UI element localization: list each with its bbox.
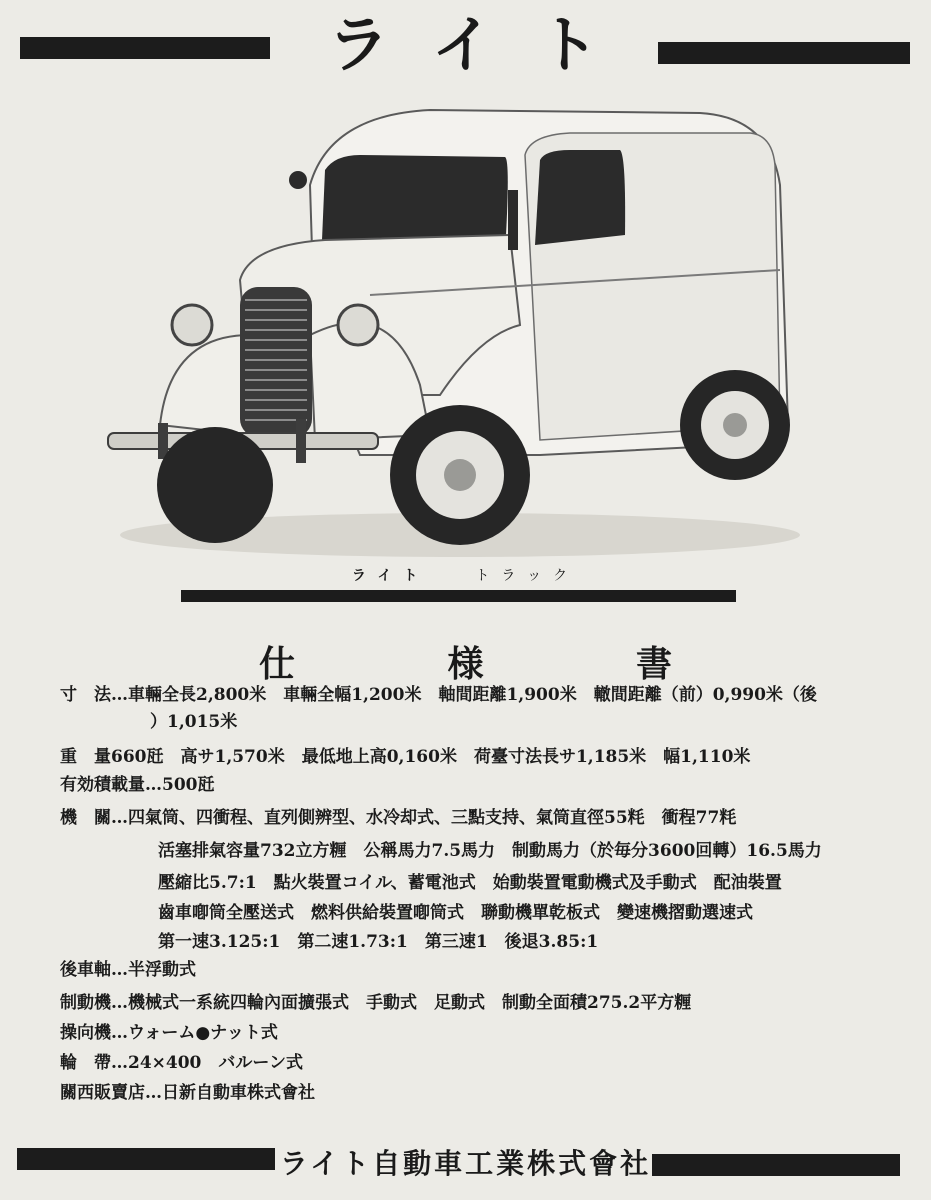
spec-row xyxy=(60,808,890,828)
caption-left: ライト xyxy=(351,568,430,584)
page-title: ライト xyxy=(327,8,644,81)
spec-text: 活塞排氣容量732立方糎 公稱馬力7.5馬力 制動馬力（於毎分3600回轉）16.5馬力 xyxy=(158,841,822,861)
spec-text: …24×400 バルーン式 xyxy=(111,1053,304,1073)
spec-label: 制動機 xyxy=(60,993,111,1013)
spec-label: 寸 法 xyxy=(60,685,111,705)
caption-right: トラック xyxy=(475,568,580,584)
caption-rule xyxy=(181,590,736,602)
spec-row xyxy=(60,775,890,795)
spec-row xyxy=(60,1053,890,1073)
spec-label: 輪 帶 xyxy=(60,1053,111,1073)
spec-text: 第一速3.125:1 第二速1.73:1 第三速1 後退3.85:1 xyxy=(158,932,599,952)
spec-label: 機 關 xyxy=(60,808,111,828)
spec-text: …車輛全長2,800米 車輛全幅1,200米 軸間距離1,900米 轍間距離（前）0,990米（後 xyxy=(111,685,817,705)
company-name: ライト自動車工業株式會社 xyxy=(279,1147,652,1180)
spec-label: 關西販賣店 xyxy=(60,1083,145,1103)
spec-text: 660瓩 高サ1,570米 最低地上高0,160米 荷臺寸法長サ1,185米 幅1,110米 xyxy=(111,747,751,767)
spec-row xyxy=(60,993,890,1013)
spec-row xyxy=(60,1083,890,1103)
spec-label: 重 量 xyxy=(60,747,111,767)
spec-row xyxy=(60,960,890,980)
spec-text: …機械式一系統四輪內面擴張式 手動式 足動式 制動全面積275.2平方糎 xyxy=(111,993,692,1013)
spec-text: …半浮動式 xyxy=(111,960,196,980)
spec-row xyxy=(158,903,931,923)
spec-row xyxy=(60,685,890,705)
spec-row xyxy=(158,841,931,861)
spec-label: 後車軸 xyxy=(60,960,111,980)
spec-text: 齒車喞筒全壓送式 燃料供給裝置喞筒式 聯動機單乾板式 變速機摺動選速式 xyxy=(158,903,753,923)
spec-text: …ウォーム●ナット式 xyxy=(111,1023,278,1043)
spec-title: 仕 様 書 xyxy=(258,643,743,685)
spec-row xyxy=(60,1023,890,1043)
spec-row xyxy=(158,873,931,893)
spec-text: …日新自動車株式會社 xyxy=(145,1083,315,1103)
spec-text: ）1,015米 xyxy=(150,712,238,732)
photo-caption xyxy=(0,565,931,585)
spec-row xyxy=(158,932,931,952)
spec-row xyxy=(150,712,931,732)
spec-row xyxy=(60,747,890,767)
spec-text: …四氣筒、四衝程、直列側辨型、水冷却式、三點支持、氣筒直徑55粍 衝程77粍 xyxy=(111,808,737,828)
spec-text: 壓縮比5.7:1 點火裝置コイル、蓄電池式 始動裝置電動機式及手動式 配油裝置 xyxy=(158,873,782,893)
spec-label: 操向機 xyxy=(60,1023,111,1043)
truck-photo xyxy=(100,95,820,565)
spec-text: 有効積載量…500瓩 xyxy=(60,775,215,795)
